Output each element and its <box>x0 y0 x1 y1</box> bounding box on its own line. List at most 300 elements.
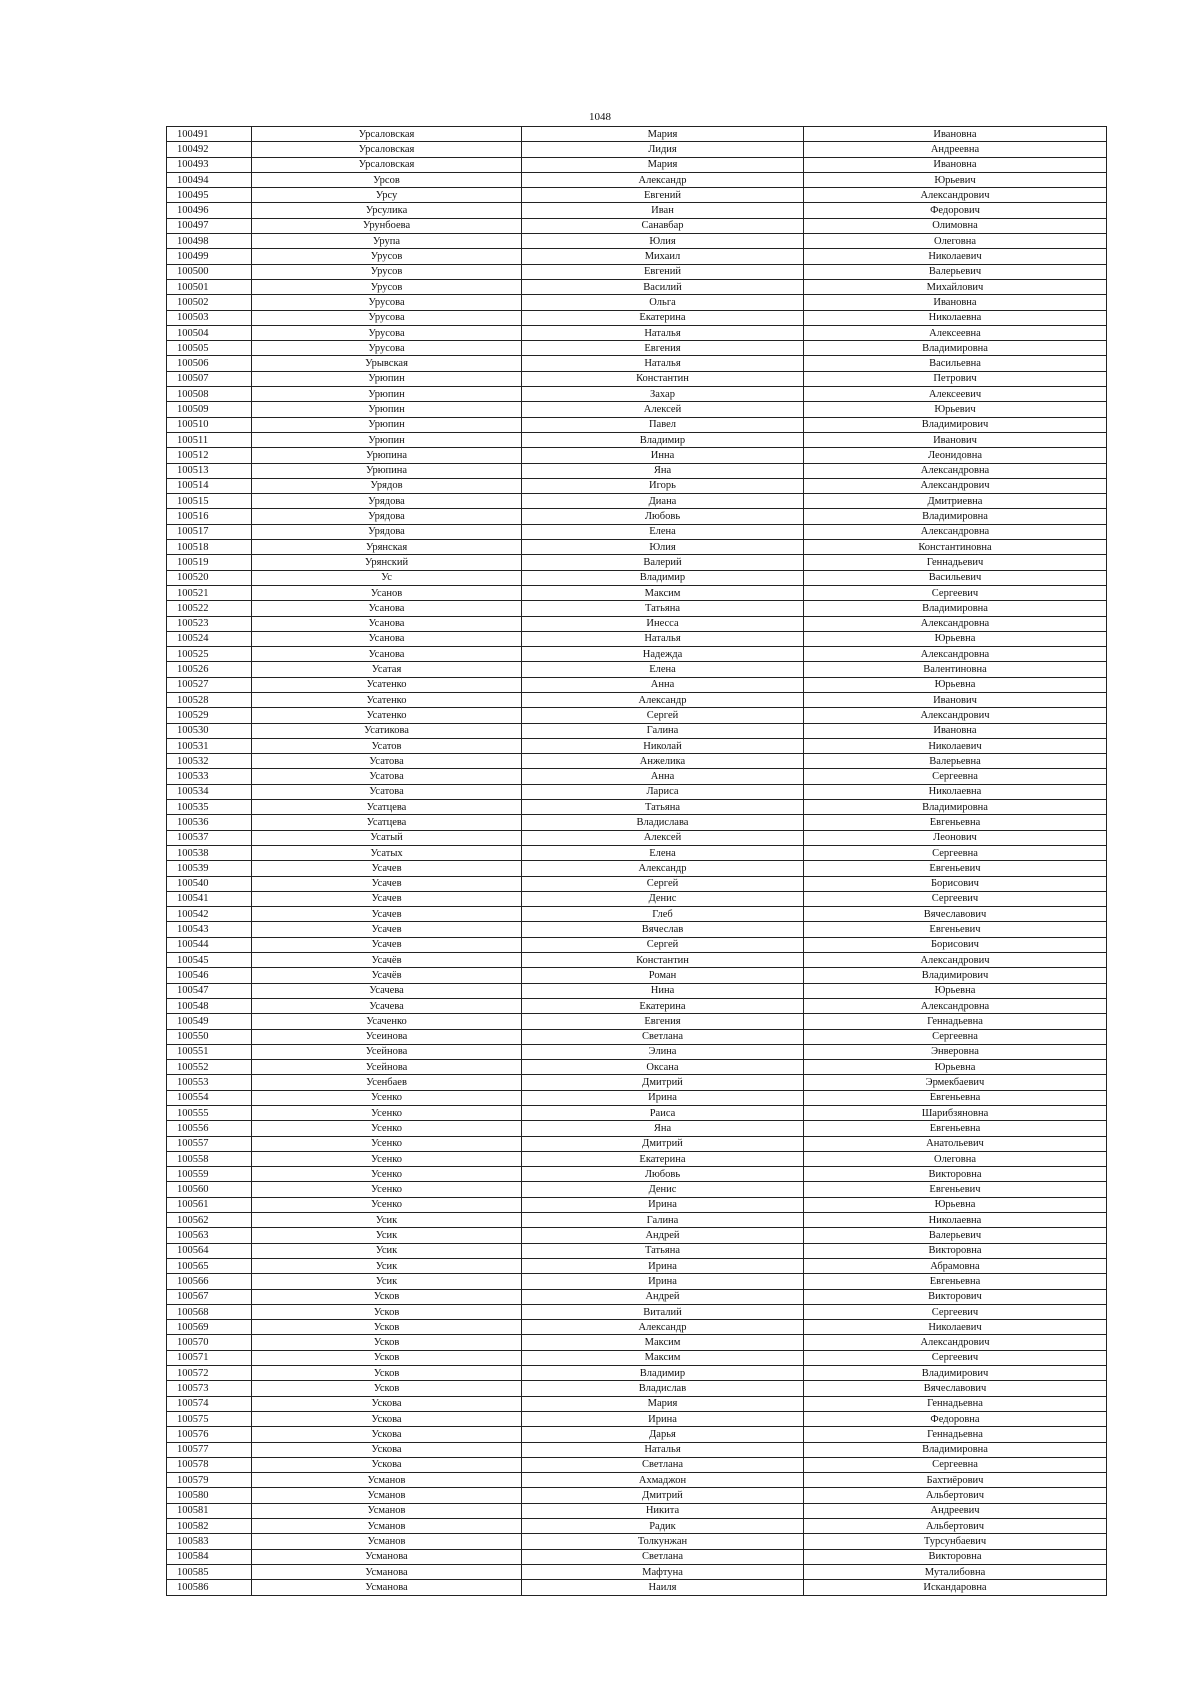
surname-cell: Урсу <box>252 188 522 203</box>
record-number-cell: 100522 <box>167 601 252 616</box>
first-name-cell: Татьяна <box>522 601 804 616</box>
first-name-cell: Ахмаджон <box>522 1473 804 1488</box>
patronymic-cell: Викторовна <box>804 1167 1107 1182</box>
surname-cell: Усатенко <box>252 708 522 723</box>
record-number-cell: 100570 <box>167 1335 252 1350</box>
surname-cell: Урюпин <box>252 387 522 402</box>
table-row <box>167 616 1107 631</box>
patronymic-cell: Леонидовна <box>804 448 1107 463</box>
record-number-cell: 100523 <box>167 616 252 631</box>
patronymic-cell: Валерьевич <box>804 1228 1107 1243</box>
surname-cell: Усейнова <box>252 1044 522 1059</box>
patronymic-cell: Геннадьевна <box>804 1396 1107 1411</box>
surname-cell: Урюпин <box>252 371 522 386</box>
record-number-cell: 100554 <box>167 1090 252 1105</box>
patronymic-cell: Иванович <box>804 692 1107 707</box>
first-name-cell: Максим <box>522 1335 804 1350</box>
surname-cell: Урусов <box>252 264 522 279</box>
surname-cell: Усаченко <box>252 1014 522 1029</box>
table-row <box>167 188 1107 203</box>
table-row <box>167 279 1107 294</box>
table-row <box>167 1580 1107 1595</box>
patronymic-cell: Андреевна <box>804 142 1107 157</box>
first-name-cell: Екатерина <box>522 310 804 325</box>
record-number-cell: 100513 <box>167 463 252 478</box>
record-number-cell: 100586 <box>167 1580 252 1595</box>
first-name-cell: Татьяна <box>522 1243 804 1258</box>
patronymic-cell: Александрович <box>804 953 1107 968</box>
first-name-cell: Ирина <box>522 1258 804 1273</box>
table-row <box>167 1182 1107 1197</box>
first-name-cell: Елена <box>522 524 804 539</box>
surname-cell: Усатенко <box>252 692 522 707</box>
first-name-cell: Мафтуна <box>522 1564 804 1579</box>
table-row <box>167 891 1107 906</box>
table-row <box>167 1519 1107 1534</box>
record-number-cell: 100576 <box>167 1427 252 1442</box>
record-number-cell: 100568 <box>167 1304 252 1319</box>
patronymic-cell: Федорович <box>804 203 1107 218</box>
first-name-cell: Сергей <box>522 937 804 952</box>
first-name-cell: Мария <box>522 1396 804 1411</box>
table-row <box>167 325 1107 340</box>
patronymic-cell: Николаевна <box>804 310 1107 325</box>
patronymic-cell: Алексеевич <box>804 387 1107 402</box>
record-number-cell: 100531 <box>167 738 252 753</box>
record-number-cell: 100578 <box>167 1457 252 1472</box>
table-row <box>167 1488 1107 1503</box>
surname-cell: Урусова <box>252 310 522 325</box>
record-number-cell: 100550 <box>167 1029 252 1044</box>
surname-cell: Усатый <box>252 830 522 845</box>
first-name-cell: Евгений <box>522 188 804 203</box>
first-name-cell: Ирина <box>522 1197 804 1212</box>
table-row <box>167 601 1107 616</box>
table-row <box>167 1136 1107 1151</box>
patronymic-cell: Искандаровна <box>804 1580 1107 1595</box>
patronymic-cell: Евгеньевич <box>804 922 1107 937</box>
record-number-cell: 100526 <box>167 662 252 677</box>
record-number-cell: 100547 <box>167 983 252 998</box>
table-row <box>167 1258 1107 1273</box>
table-row <box>167 1564 1107 1579</box>
table-row <box>167 754 1107 769</box>
patronymic-cell: Евгеньевна <box>804 1121 1107 1136</box>
first-name-cell: Санавбар <box>522 218 804 233</box>
table-row <box>167 570 1107 585</box>
patronymic-cell: Андреевич <box>804 1503 1107 1518</box>
record-number-cell: 100584 <box>167 1549 252 1564</box>
record-number-cell: 100500 <box>167 264 252 279</box>
record-number-cell: 100506 <box>167 356 252 371</box>
record-number-cell: 100517 <box>167 524 252 539</box>
table-row <box>167 142 1107 157</box>
table-row <box>167 1473 1107 1488</box>
surname-cell: Усик <box>252 1243 522 1258</box>
surname-cell: Усанова <box>252 601 522 616</box>
first-name-cell: Иван <box>522 203 804 218</box>
first-name-cell: Игорь <box>522 478 804 493</box>
patronymic-cell: Васильевна <box>804 356 1107 371</box>
patronymic-cell: Евгеньевич <box>804 1182 1107 1197</box>
surname-cell: Усманов <box>252 1488 522 1503</box>
patronymic-cell: Вячеславович <box>804 907 1107 922</box>
first-name-cell: Александр <box>522 1320 804 1335</box>
patronymic-cell: Юрьевна <box>804 1197 1107 1212</box>
record-number-cell: 100524 <box>167 631 252 646</box>
record-number-cell: 100542 <box>167 907 252 922</box>
table-row <box>167 1320 1107 1335</box>
table-row <box>167 463 1107 478</box>
table-row <box>167 387 1107 402</box>
table-row <box>167 769 1107 784</box>
table-row <box>167 953 1107 968</box>
patronymic-cell: Михайлович <box>804 279 1107 294</box>
first-name-cell: Любовь <box>522 509 804 524</box>
table-row <box>167 968 1107 983</box>
patronymic-cell: Владимировна <box>804 601 1107 616</box>
table-row <box>167 876 1107 891</box>
record-number-cell: 100559 <box>167 1167 252 1182</box>
surname-cell: Усенко <box>252 1136 522 1151</box>
surname-cell: Усенко <box>252 1121 522 1136</box>
table-row <box>167 127 1107 142</box>
surname-cell: Усманов <box>252 1503 522 1518</box>
record-number-cell: 100555 <box>167 1106 252 1121</box>
first-name-cell: Дмитрий <box>522 1136 804 1151</box>
record-number-cell: 100532 <box>167 754 252 769</box>
first-name-cell: Никита <box>522 1503 804 1518</box>
first-name-cell: Анжелика <box>522 754 804 769</box>
patronymic-cell: Альбертович <box>804 1519 1107 1534</box>
surname-cell: Урусова <box>252 341 522 356</box>
first-name-cell: Евгения <box>522 1014 804 1029</box>
first-name-cell: Радик <box>522 1519 804 1534</box>
first-name-cell: Диана <box>522 494 804 509</box>
first-name-cell: Нина <box>522 983 804 998</box>
table-row <box>167 234 1107 249</box>
table-row <box>167 1457 1107 1472</box>
record-number-cell: 100553 <box>167 1075 252 1090</box>
patronymic-cell: Леонович <box>804 830 1107 845</box>
patronymic-cell: Геннадьевна <box>804 1014 1107 1029</box>
patronymic-cell: Борисович <box>804 876 1107 891</box>
surname-cell: Усейнова <box>252 1060 522 1075</box>
patronymic-cell: Дмитриевна <box>804 494 1107 509</box>
first-name-cell: Александр <box>522 172 804 187</box>
table-row <box>167 1228 1107 1243</box>
patronymic-cell: Олеговна <box>804 234 1107 249</box>
patronymic-cell: Валерьевич <box>804 264 1107 279</box>
table-row <box>167 907 1107 922</box>
surname-cell: Усатцева <box>252 815 522 830</box>
table-row <box>167 1029 1107 1044</box>
surname-cell: Урядова <box>252 509 522 524</box>
record-number-cell: 100505 <box>167 341 252 356</box>
first-name-cell: Ирина <box>522 1274 804 1289</box>
surname-cell: Усманов <box>252 1519 522 1534</box>
record-number-cell: 100538 <box>167 845 252 860</box>
table-row <box>167 983 1107 998</box>
surname-cell: Урюпин <box>252 402 522 417</box>
record-number-cell: 100514 <box>167 478 252 493</box>
surname-cell: Урюпина <box>252 448 522 463</box>
surname-cell: Усатая <box>252 662 522 677</box>
table-row <box>167 585 1107 600</box>
patronymic-cell: Ивановна <box>804 157 1107 172</box>
first-name-cell: Вячеслав <box>522 922 804 937</box>
surname-cell: Усков <box>252 1366 522 1381</box>
surname-cell: Усанова <box>252 647 522 662</box>
surname-cell: Усачев <box>252 937 522 952</box>
surname-cell: Усачёв <box>252 968 522 983</box>
surname-cell: Урядова <box>252 494 522 509</box>
first-name-cell: Юлия <box>522 540 804 555</box>
table-row <box>167 937 1107 952</box>
first-name-cell: Денис <box>522 891 804 906</box>
table-row <box>167 1396 1107 1411</box>
first-name-cell: Яна <box>522 463 804 478</box>
record-number-cell: 100499 <box>167 249 252 264</box>
patronymic-cell: Сергеевна <box>804 1457 1107 1472</box>
record-number-cell: 100518 <box>167 540 252 555</box>
patronymic-cell: Владимирович <box>804 417 1107 432</box>
patronymic-cell: Сергеевич <box>804 891 1107 906</box>
table-row <box>167 1213 1107 1228</box>
surname-cell: Усачев <box>252 861 522 876</box>
first-name-cell: Любовь <box>522 1167 804 1182</box>
patronymic-cell: Эрмекбаевич <box>804 1075 1107 1090</box>
first-name-cell: Юлия <box>522 234 804 249</box>
patronymic-cell: Владимирович <box>804 1366 1107 1381</box>
table-row <box>167 830 1107 845</box>
patronymic-cell: Сергеевна <box>804 1029 1107 1044</box>
surname-cell: Усанова <box>252 631 522 646</box>
patronymic-cell: Альбертович <box>804 1488 1107 1503</box>
first-name-cell: Дмитрий <box>522 1488 804 1503</box>
record-number-cell: 100560 <box>167 1182 252 1197</box>
patronymic-cell: Евгеньевна <box>804 1090 1107 1105</box>
first-name-cell: Наиля <box>522 1580 804 1595</box>
record-number-cell: 100573 <box>167 1381 252 1396</box>
table-row <box>167 998 1107 1013</box>
table-row <box>167 1197 1107 1212</box>
record-number-cell: 100529 <box>167 708 252 723</box>
record-number-cell: 100519 <box>167 555 252 570</box>
first-name-cell: Элина <box>522 1044 804 1059</box>
table-row <box>167 157 1107 172</box>
surname-cell: Усик <box>252 1274 522 1289</box>
record-number-cell: 100539 <box>167 861 252 876</box>
surname-cell: Урусова <box>252 325 522 340</box>
record-number-cell: 100515 <box>167 494 252 509</box>
record-number-cell: 100536 <box>167 815 252 830</box>
table-row <box>167 310 1107 325</box>
patronymic-cell: Николаевич <box>804 1320 1107 1335</box>
surname-cell: Усатова <box>252 754 522 769</box>
surname-cell: Усачева <box>252 998 522 1013</box>
record-number-cell: 100580 <box>167 1488 252 1503</box>
first-name-cell: Яна <box>522 1121 804 1136</box>
surname-cell: Усатцева <box>252 800 522 815</box>
surname-cell: Ускова <box>252 1396 522 1411</box>
table-row <box>167 1274 1107 1289</box>
surname-cell: Урюпин <box>252 417 522 432</box>
record-number-cell: 100544 <box>167 937 252 952</box>
record-number-cell: 100563 <box>167 1228 252 1243</box>
surname-cell: Усик <box>252 1228 522 1243</box>
record-number-cell: 100534 <box>167 784 252 799</box>
record-number-cell: 100493 <box>167 157 252 172</box>
patronymic-cell: Олеговна <box>804 1151 1107 1166</box>
record-number-cell: 100540 <box>167 876 252 891</box>
surname-cell: Усатова <box>252 769 522 784</box>
first-name-cell: Наталья <box>522 1442 804 1457</box>
record-number-cell: 100543 <box>167 922 252 937</box>
record-number-cell: 100512 <box>167 448 252 463</box>
patronymic-cell: Сергеевич <box>804 1304 1107 1319</box>
patronymic-cell: Александрович <box>804 708 1107 723</box>
table-row <box>167 341 1107 356</box>
first-name-cell: Екатерина <box>522 1151 804 1166</box>
table-row <box>167 861 1107 876</box>
patronymic-cell: Олимовна <box>804 218 1107 233</box>
surname-cell: Урывская <box>252 356 522 371</box>
record-number-cell: 100535 <box>167 800 252 815</box>
surname-cell: Усенко <box>252 1167 522 1182</box>
table-row <box>167 784 1107 799</box>
first-name-cell: Павел <box>522 417 804 432</box>
patronymic-cell: Геннадьевна <box>804 1427 1107 1442</box>
table-row <box>167 1044 1107 1059</box>
first-name-cell: Андрей <box>522 1228 804 1243</box>
first-name-cell: Анна <box>522 769 804 784</box>
patronymic-cell: Владимировна <box>804 341 1107 356</box>
patronymic-cell: Турсунбаевич <box>804 1534 1107 1549</box>
surname-cell: Урянская <box>252 540 522 555</box>
record-number-cell: 100545 <box>167 953 252 968</box>
patronymic-cell: Николаевна <box>804 1213 1107 1228</box>
table-row <box>167 494 1107 509</box>
record-number-cell: 100572 <box>167 1366 252 1381</box>
patronymic-cell: Юрьевна <box>804 1060 1107 1075</box>
surname-cell: Усатенко <box>252 677 522 692</box>
register-table <box>166 126 1107 1596</box>
surname-cell: Усачева <box>252 983 522 998</box>
surname-cell: Усков <box>252 1289 522 1304</box>
patronymic-cell: Анатольевич <box>804 1136 1107 1151</box>
record-number-cell: 100504 <box>167 325 252 340</box>
surname-cell: Усатых <box>252 845 522 860</box>
table-row <box>167 555 1107 570</box>
record-number-cell: 100501 <box>167 279 252 294</box>
table-row <box>167 1075 1107 1090</box>
record-number-cell: 100549 <box>167 1014 252 1029</box>
first-name-cell: Алексей <box>522 830 804 845</box>
page-number: 1048 <box>589 111 611 123</box>
record-number-cell: 100508 <box>167 387 252 402</box>
table-row <box>167 1549 1107 1564</box>
table-row <box>167 1411 1107 1426</box>
table-row <box>167 1503 1107 1518</box>
first-name-cell: Светлана <box>522 1457 804 1472</box>
table-row <box>167 1121 1107 1136</box>
patronymic-cell: Васильевич <box>804 570 1107 585</box>
record-number-cell: 100507 <box>167 371 252 386</box>
patronymic-cell: Александровна <box>804 616 1107 631</box>
table-row <box>167 356 1107 371</box>
record-number-cell: 100581 <box>167 1503 252 1518</box>
surname-cell: Ускова <box>252 1457 522 1472</box>
first-name-cell: Владимир <box>522 1366 804 1381</box>
patronymic-cell: Александровна <box>804 998 1107 1013</box>
first-name-cell: Николай <box>522 738 804 753</box>
patronymic-cell: Николаевна <box>804 784 1107 799</box>
first-name-cell: Максим <box>522 1350 804 1365</box>
surname-cell: Усеинова <box>252 1029 522 1044</box>
record-number-cell: 100551 <box>167 1044 252 1059</box>
patronymic-cell: Юрьевна <box>804 677 1107 692</box>
first-name-cell: Сергей <box>522 708 804 723</box>
patronymic-cell: Юрьевна <box>804 631 1107 646</box>
table-row <box>167 662 1107 677</box>
record-number-cell: 100548 <box>167 998 252 1013</box>
patronymic-cell: Владимировна <box>804 509 1107 524</box>
surname-cell: Усенко <box>252 1106 522 1121</box>
record-number-cell: 100516 <box>167 509 252 524</box>
patronymic-cell: Сергеевич <box>804 1350 1107 1365</box>
table-row <box>167 218 1107 233</box>
first-name-cell: Владислав <box>522 1381 804 1396</box>
first-name-cell: Инна <box>522 448 804 463</box>
first-name-cell: Инесса <box>522 616 804 631</box>
table-row <box>167 800 1107 815</box>
table-row <box>167 647 1107 662</box>
patronymic-cell: Алексеевна <box>804 325 1107 340</box>
surname-cell: Ускова <box>252 1442 522 1457</box>
first-name-cell: Ольга <box>522 295 804 310</box>
first-name-cell: Толкунжан <box>522 1534 804 1549</box>
first-name-cell: Ирина <box>522 1411 804 1426</box>
table-row <box>167 845 1107 860</box>
record-number-cell: 100582 <box>167 1519 252 1534</box>
surname-cell: Урсаловская <box>252 157 522 172</box>
first-name-cell: Сергей <box>522 876 804 891</box>
record-number-cell: 100496 <box>167 203 252 218</box>
patronymic-cell: Владимировна <box>804 800 1107 815</box>
record-number-cell: 100569 <box>167 1320 252 1335</box>
record-number-cell: 100577 <box>167 1442 252 1457</box>
record-number-cell: 100557 <box>167 1136 252 1151</box>
surname-cell: Урсаловская <box>252 127 522 142</box>
first-name-cell: Захар <box>522 387 804 402</box>
surname-cell: Ускова <box>252 1427 522 1442</box>
patronymic-cell: Сергеевич <box>804 585 1107 600</box>
first-name-cell: Дарья <box>522 1427 804 1442</box>
first-name-cell: Мария <box>522 127 804 142</box>
patronymic-cell: Александрович <box>804 188 1107 203</box>
table-row <box>167 417 1107 432</box>
record-number-cell: 100502 <box>167 295 252 310</box>
patronymic-cell: Евгеньевич <box>804 861 1107 876</box>
table-row <box>167 1350 1107 1365</box>
patronymic-cell: Шарибзяновна <box>804 1106 1107 1121</box>
patronymic-cell: Евгеньевна <box>804 815 1107 830</box>
surname-cell: Усков <box>252 1335 522 1350</box>
first-name-cell: Галина <box>522 1213 804 1228</box>
table-row <box>167 738 1107 753</box>
surname-cell: Усачев <box>252 907 522 922</box>
